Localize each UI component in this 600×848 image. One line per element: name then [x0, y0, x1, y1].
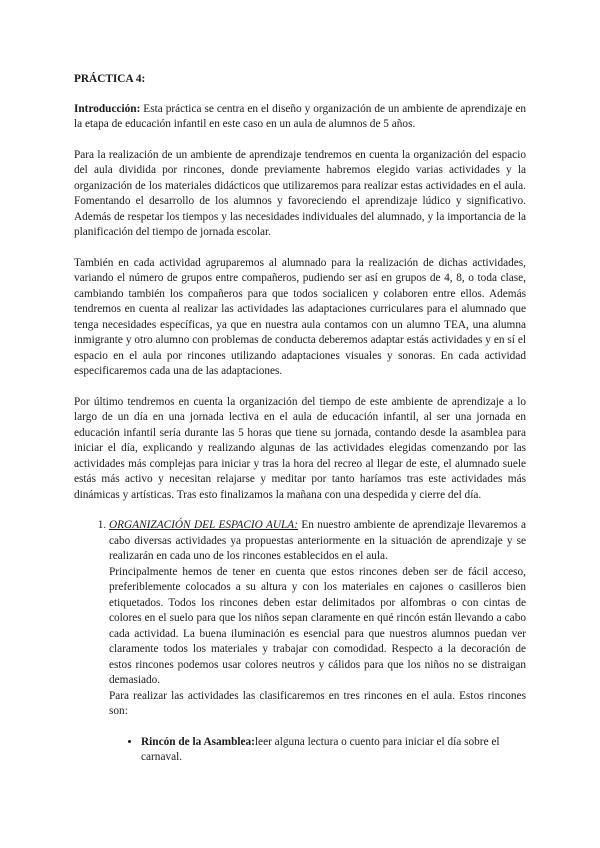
section-organization-body — [109, 518, 526, 720]
section-text-1: En nuestro ambiente de aprendizaje llevaremos a cabo diversas actividades ya propuestas anteriormente en la situación de aprendizaje y se realizarán en cada uno de los rincones establecidos en el aula. — [109, 519, 526, 562]
section-organization — [109, 518, 526, 766]
sections-list — [74, 518, 526, 766]
page-title: PRÁCTICA 4: — [74, 73, 146, 85]
document-body — [74, 72, 526, 766]
section-text-2: Principalmente hemos de tener en cuenta que estos rincones deben ser de fácil acceso, preferiblemente colocados a su altura y con los materiales en cajones o casilleros bien etiquetados. Todos los rincones deben estar delimitados por alfombras o con cintas de colores en el suelo para que los niños sepan claramente en qué rincón están llevando a cabo cada actividad. La buena iluminación es esencial para que nuestros alumnos puedan ver claramente todos los materiales y trabajar con comodidad. Respecto a la decoración de estos rincones podemos usar colores neutros y cálidos para que los niños no se distraigan demasiado. — [109, 565, 526, 686]
section-text-3: Para realizar las actividades las clasificaremos en tres rincones en el aula. Estos rincones son: — [109, 689, 526, 717]
intro-label: Introducción: — [74, 102, 141, 115]
paragraph-spaces: Para la realización de un ambiente de aprendizaje tendremos en cuenta la organización del espacio del aula dividida por rincones, donde previamente habremos elegido varias actividades y la organización de los materiales didácticos que utilizaremos para realizar estas actividades en el aula. Fomentando el desarrollo de los alumnos y favoreciendo el aprendizaje lúdico y significativo. Además de respetar los tiempos y las necesidades individuales del alumnado, y la importancia de la planificación del tiempo de jornada escolar. — [74, 148, 526, 238]
intro-paragraph — [74, 102, 526, 133]
rincones-list — [109, 735, 526, 766]
paragraph-time: Por último tendremos en cuenta la organización del tiempo de este ambiente de aprendizaje a lo largo de un día en una jornada lectiva en el aula de educación infantil, al ser una jornada en educación infantil sería durante las 5 horas que tiene su jornada, contando desde la asamblea para iniciar el día, explicando y realizando algunas de las actividades elegidas comenzando por las actividades más complejas para iniciar y tras la hora del recreo al llegar de este, el alumnado suele estás más activo y necesitan relajarse y meditar por tanto haríamos tras este actividades más dinámicas y artísticas. Tras esto finalizamos la mañana con una despedida y cierre del día. — [74, 395, 526, 501]
paragraph-grouping: También en cada actividad agruparemos al alumnado para la realización de dichas actividades, variando el número de grupos entre compañeros, pudiendo ser así en grupos de 4, 8, o toda clase, cambiando también los compañeros para que todos socialicen y colaboren entre ellos. Además tendremos en cuenta al realizar las actividades las adaptaciones curriculares para el alumnado que tenga necesidades específicas, ya que en nuestra aula contamos con un alumno TEA, una alumna inmigrante y otro alumno con problemas de conducta deberemos adaptar estás actividades y en sí el espacio en el aula por rincones utilizando adaptaciones visuales y sonoras. En cada actividad especificaremos cada una de las adaptaciones. — [74, 256, 526, 377]
rincon-text: leer alguna lectura o cuento para iniciar el día sobre el carnaval. — [141, 735, 500, 763]
section-title: ORGANIZACIÓN DEL ESPACIO AULA: — [109, 519, 298, 531]
rincon-label: Rincón de la Asamblea: — [141, 735, 255, 748]
intro-text: Esta práctica se centra en el diseño y organización de un ambiente de aprendizaje en la etapa de educación infantil en este caso en un aula de alumnos de 5 años. — [74, 102, 526, 130]
section-organization-intro — [109, 518, 526, 565]
list-item-rincon-asamblea — [141, 735, 526, 766]
